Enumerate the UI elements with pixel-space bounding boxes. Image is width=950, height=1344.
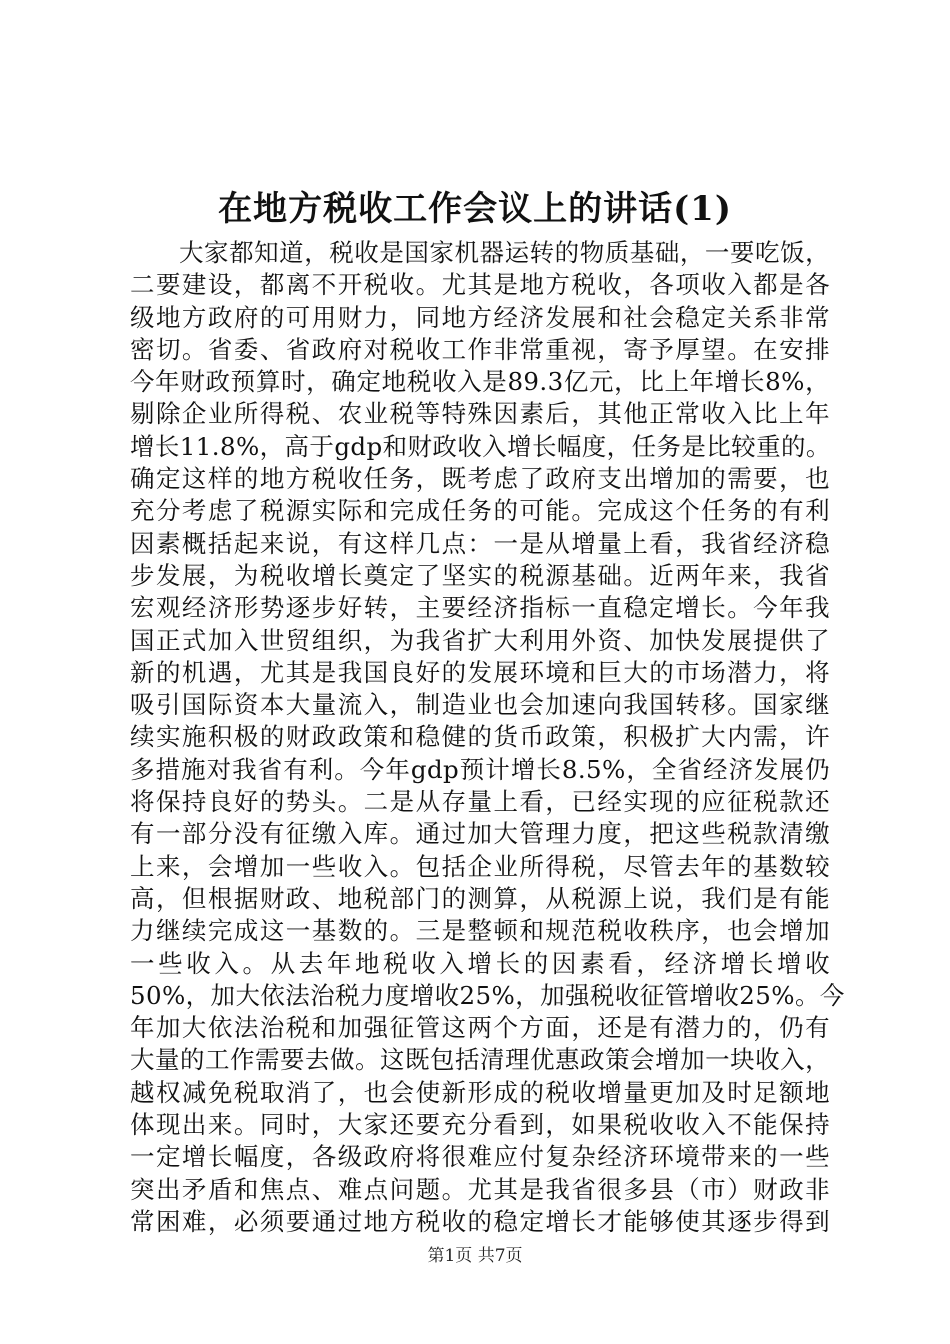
- body-line: 剔除企业所得税、农业税等特殊因素后，其他正常收入比上年: [130, 399, 830, 429]
- body-line: 步发展，为税收增长奠定了坚实的税源基础。近两年来，我省: [130, 560, 830, 590]
- body-line: 大量的工作需要去做。这既包括清理优惠政策会增加一块收入，: [130, 1045, 830, 1075]
- body-line: 有一部分没有征缴入库。通过加大管理力度，把这些税款清缴: [130, 819, 830, 849]
- body-line: 大家都知道，税收是国家机器运转的物质基础，一要吃饭，: [179, 238, 830, 267]
- body-line: 体现出来。同时，大家还要充分看到，如果税收收入不能保持: [130, 1110, 830, 1140]
- body-line: 密切。省委、省政府对税收工作非常重视，寄予厚望。在安排: [130, 334, 830, 364]
- body-line: 一定增长幅度，各级政府将很难应付复杂经济环境带来的一些: [130, 1142, 830, 1172]
- body-line: 确定这样的地方税收任务，既考虑了政府支出增加的需要，也: [130, 464, 830, 494]
- body-line: 突出矛盾和焦点、难点问题。尤其是我省很多县（市）财政非: [130, 1174, 830, 1204]
- body-line: 力继续完成这一基数的。三是整顿和规范税收秩序，也会增加: [130, 916, 830, 946]
- body-line: 宏观经济形势逐步好转，主要经济指标一直稳定增长。今年我: [130, 593, 830, 623]
- body-line: 级地方政府的可用财力，同地方经济发展和社会稳定关系非常: [130, 302, 830, 332]
- body-line: 年加大依法治税和加强征管这两个方面，还是有潜力的，仍有: [130, 1013, 830, 1043]
- body-line: 今年财政预算时，确定地税收入是89.3亿元，比上年增长8%，: [130, 367, 830, 397]
- body-line: 续实施积极的财政政策和稳健的货币政策，积极扩大内需，许: [130, 722, 830, 752]
- body-line: 多措施对我省有利。今年gdp预计增长8.5%，全省经济发展仍: [130, 754, 830, 784]
- body-line: 高，但根据财政、地税部门的测算，从税源上说，我们是有能: [130, 883, 830, 913]
- page-footer: [0, 1244, 950, 1268]
- body-line: 常困难，必须要通过地方税收的稳定增长才能够使其逐步得到: [130, 1206, 830, 1236]
- body-line: 因素概括起来说，有这样几点：一是从增量上看，我省经济稳: [130, 528, 830, 558]
- body-line: 新的机遇，尤其是我国良好的发展环境和巨大的市场潜力，将: [130, 657, 830, 687]
- body-line: 50%，加大依法治税力度增收25%，加强税收征管增收25%。今: [130, 980, 845, 1010]
- page-number-label: 第1页 共7页: [427, 1246, 523, 1266]
- body-line: 吸引国际资本大量流入，制造业也会加速向我国转移。国家继: [130, 690, 830, 720]
- body-line: 增长11.8%，高于gdp和财政收入增长幅度，任务是比较重的。: [130, 431, 831, 461]
- body-line: 将保持良好的势头。二是从存量上看，已经实现的应征税款还: [130, 787, 830, 817]
- body-line: 越权减免税取消了，也会使新形成的税收增量更加及时足额地: [130, 1077, 830, 1107]
- document-title: 在地方税收工作会议上的讲话(1): [218, 189, 732, 229]
- body-line: 一些收入。从去年地税收入增长的因素看，经济增长增收: [130, 948, 830, 978]
- body-line: 充分考虑了税源实际和完成任务的可能。完成这个任务的有利: [130, 496, 830, 526]
- document-body: [130, 237, 845, 1238]
- body-line: 二要建设，都离不开税收。尤其是地方税收，各项收入都是各: [130, 270, 830, 300]
- body-line: 国正式加入世贸组织，为我省扩大利用外资、加快发展提供了: [130, 625, 830, 655]
- body-line: 上来，会增加一些收入。包括企业所得税，尽管去年的基数较: [130, 851, 830, 881]
